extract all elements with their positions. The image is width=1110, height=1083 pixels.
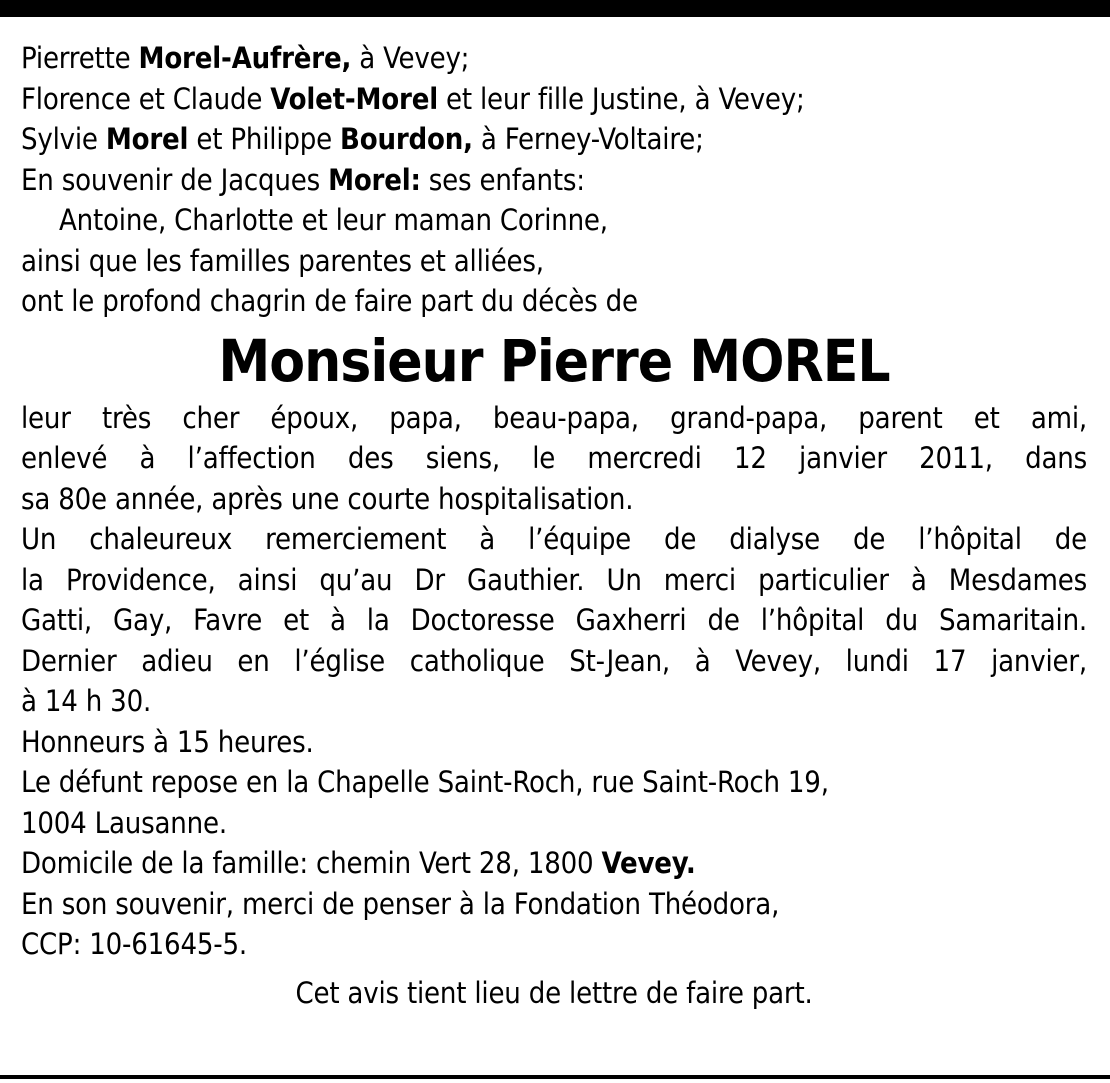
- bottom-border-rule: [0, 1075, 1110, 1079]
- family-line-1: Pierrette Morel-Aufrère, à Vevey;: [21, 41, 470, 75]
- body-line-13: En son souvenir, merci de penser à la Fondation Théodora,: [21, 886, 780, 921]
- body-line-5: la Providence, ainsi qu’au Dr Gauthier. Un merci particulier à Mesdames: [21, 562, 1087, 597]
- body-line-4: Un chaleureux remerciement à l’équipe de dialyse de l’hôpital de: [21, 522, 1087, 556]
- body-line-7: Dernier adieu en l’église catholique St-Jean, à Vevey, lundi 17 janvier,: [21, 643, 1087, 678]
- body-line-8: à 14 h 30.: [21, 684, 152, 718]
- body-line-1: leur très cher époux, papa, beau-papa, grand-papa, parent et ami,: [21, 400, 1087, 435]
- city-bold: Vevey.: [601, 846, 696, 880]
- closing-note: Cet avis tient lieu de lettre de faire part.: [295, 975, 813, 1010]
- body-line-6: Gatti, Gay, Favre et à la Doctoresse Gaxherri de l’hôpital du Samaritain.: [21, 603, 1087, 637]
- body-line-9: Honneurs à 15 heures.: [21, 724, 314, 759]
- family-line-6: ainsi que les familles parentes et alliées,: [21, 243, 544, 278]
- body-line-3: sa 80e année, après une courte hospitalisation.: [21, 481, 634, 516]
- body-line-12: Domicile de la famille: chemin Vert 28, 1800 Vevey.: [21, 846, 696, 880]
- family-line-2: Florence et Claude Volet-Morel et leur fille Justine, à Vevey;: [21, 81, 805, 116]
- deceased-name-headline: Monsieur Pierre MOREL: [218, 326, 890, 395]
- family-line-7: ont le profond chagrin de faire part du décès de: [21, 284, 638, 318]
- body-line-14: CCP: 10-61645-5.: [21, 927, 247, 961]
- body-line-11: 1004 Lausanne.: [21, 805, 227, 840]
- death-notice: [21, 38, 1087, 1013]
- family-line-5: Antoine, Charlotte et leur maman Corinne,: [59, 203, 608, 237]
- top-border-rule: [0, 0, 1110, 17]
- surname-bold: Volet-Morel: [270, 81, 438, 116]
- surname-bold: Bourdon,: [340, 122, 473, 156]
- family-line-4: En souvenir de Jacques Morel: ses enfants:: [21, 162, 585, 197]
- surname-bold: Morel-Aufrère,: [138, 41, 352, 75]
- body-line-10: Le défunt repose en la Chapelle Saint-Roch, rue Saint-Roch 19,: [21, 765, 829, 799]
- family-line-3: Sylvie Morel et Philippe Bourdon, à Ferney-Voltaire;: [21, 122, 704, 156]
- body-line-2: enlevé à l’affection des siens, le mercredi 12 janvier 2011, dans: [21, 441, 1087, 475]
- surname-bold: Morel:: [328, 162, 421, 197]
- surname-bold: Morel: [105, 122, 189, 156]
